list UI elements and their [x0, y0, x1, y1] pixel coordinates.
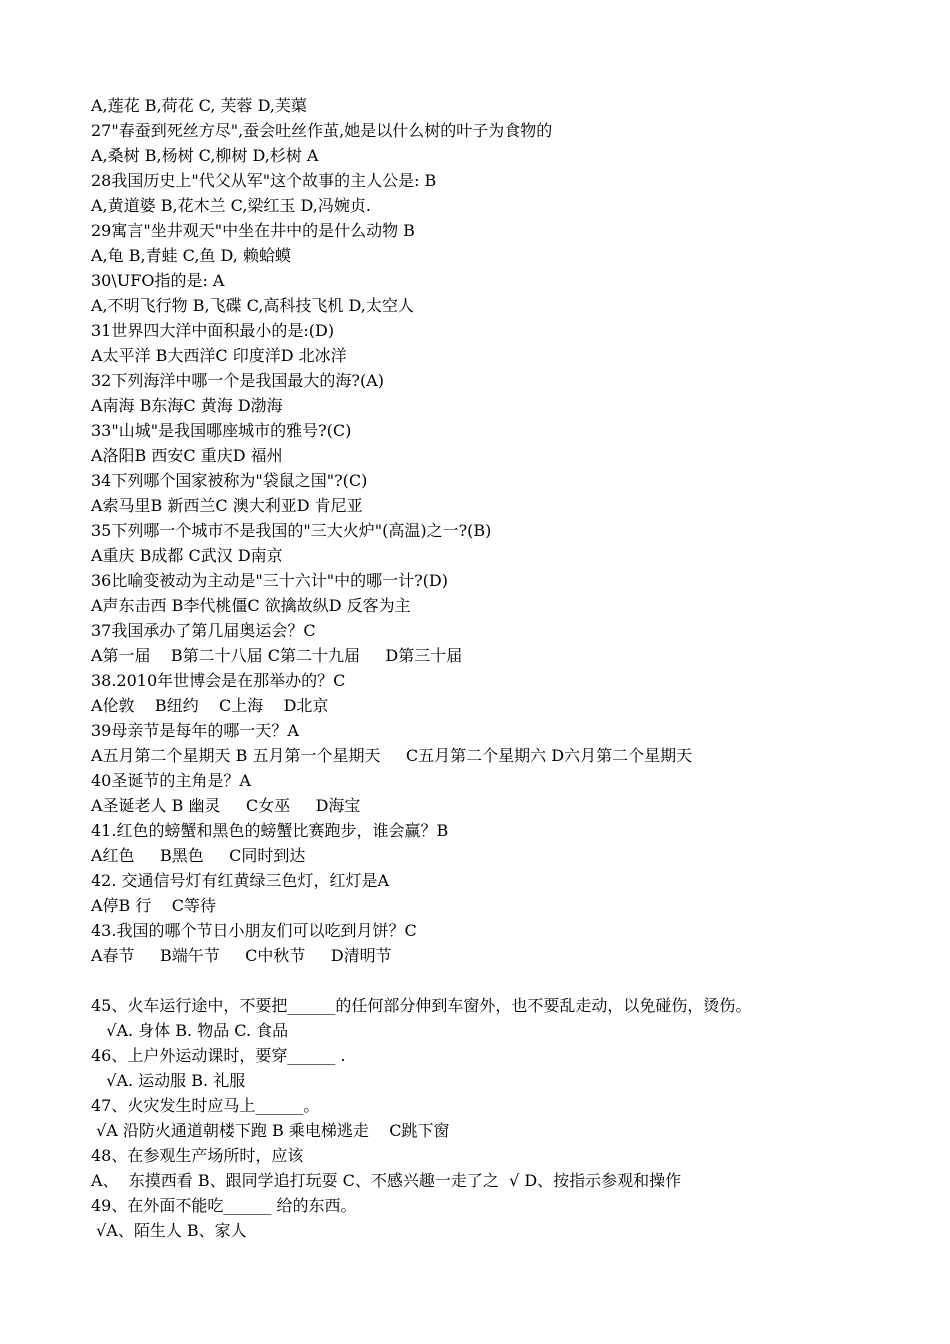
answer-options-line: A,桑树 B,杨树 C,柳树 D,杉树 A — [91, 146, 319, 165]
answer-options-line: A,黄道婆 B,花木兰 C,梁红玉 D,冯婉贞. — [91, 196, 371, 215]
document-body — [91, 93, 921, 1243]
question-line: 40圣诞节的主角是？A — [91, 771, 251, 790]
section-spacer — [91, 968, 921, 993]
answer-options-line: √A 沿防火通道朝楼下跑 B 乘电梯逃走 C跳下窗 — [91, 1121, 450, 1140]
answer-options-line: A,龟 B,青蛙 C,鱼 D, 赖蛤蟆 — [91, 246, 291, 265]
answer-options-line: A、 东摸西看 B、跟同学追打玩耍 C、不感兴趣一走了之 √ D、按指示参观和操作 — [91, 1171, 682, 1190]
question-line: 49、在外面不能吃______ 给的东西。 — [91, 1196, 357, 1215]
question-line: 27"春蚕到死丝方尽",蚕会吐丝作茧,她是以什么树的叶子为食物的 — [91, 121, 553, 140]
answer-options-line: A太平洋 B大西洋C 印度洋D 北冰洋 — [91, 346, 347, 365]
question-line: 37我国承办了第几届奥运会？C — [91, 621, 316, 640]
question-line: 30\UFO指的是: A — [91, 271, 225, 290]
question-line: 41.红色的螃蟹和黑色的螃蟹比赛跑步，谁会赢？B — [91, 821, 449, 840]
question-line: 33"山城"是我国哪座城市的雅号?(C) — [91, 421, 352, 440]
question-line: 43.我国的哪个节日小朋友们可以吃到月饼？C — [91, 921, 417, 940]
question-line: 42. 交通信号灯有红黄绿三色灯，红灯是A — [91, 871, 390, 890]
answer-options-line: A五月第二个星期天 B 五月第一个星期天 C五月第二个星期六 D六月第二个星期天 — [91, 746, 693, 765]
answer-options-line: A重庆 B成都 C武汉 D南京 — [91, 546, 283, 565]
answer-options-line: A洛阳B 西安C 重庆D 福州 — [91, 446, 283, 465]
question-line: 46、上户外运动课时，要穿______ . — [91, 1046, 346, 1065]
question-line: 29寓言"坐井观天"中坐在井中的是什么动物 B — [91, 221, 415, 240]
answer-options-line: A红色 B黑色 C同时到达 — [91, 846, 306, 865]
question-line: 34下列哪个国家被称为"袋鼠之国"?(C) — [91, 471, 368, 490]
question-line: 38.2010年世博会是在那举办的？C — [91, 671, 346, 690]
answer-options-line: A,不明飞行物 B,飞碟 C,高科技飞机 D,太空人 — [91, 296, 414, 315]
answer-options-line: A,莲花 B,荷花 C, 芙蓉 D,芙蕖 — [91, 96, 307, 115]
answer-options-line: A伦敦 B纽约 C上海 D北京 — [91, 696, 329, 715]
answer-options-line: A停B 行 C等待 — [91, 896, 216, 915]
question-line: 39母亲节是每年的哪一天？A — [91, 721, 299, 740]
question-line: 32下列海洋中哪一个是我国最大的海?(A) — [91, 371, 384, 390]
question-line: 35下列哪一个城市不是我国的"三大火炉"(高温)之一?(B) — [91, 521, 492, 540]
question-line: 48、在参观生产场所时，应该 — [91, 1146, 304, 1165]
answer-options-line: √A. 身体 B. 物品 C. 食品 — [91, 1021, 289, 1040]
answer-options-line: √A、陌生人 B、家人 — [91, 1221, 247, 1240]
question-line: 45、火车运行途中，不要把______的任何部分伸到车窗外，也不要乱走动，以免碰伤，烫伤。 — [91, 996, 752, 1015]
question-line: 28我国历史上"代父从军"这个故事的主人公是: B — [91, 171, 437, 190]
answer-options-line: √A. 运动服 B. 礼服 — [91, 1071, 246, 1090]
answer-options-line: A声东击西 B李代桃僵C 欲擒故纵D 反客为主 — [91, 596, 411, 615]
answer-options-line: A圣诞老人 B 幽灵 C女巫 D海宝 — [91, 796, 361, 815]
question-line: 31世界四大洋中面积最小的是:(D) — [91, 321, 335, 340]
answer-options-line: A索马里B 新西兰C 澳大利亚D 肯尼亚 — [91, 496, 363, 515]
question-line: 36比喻变被动为主动是"三十六计"中的哪一计?(D) — [91, 571, 448, 590]
question-line: 47、火灾发生时应马上______。 — [91, 1096, 320, 1115]
answer-options-line: A春节 B端午节 C中秋节 D清明节 — [91, 946, 392, 965]
answer-options-line: A第一届 B第二十八届 C第二十九届 D第三十届 — [91, 646, 463, 665]
answer-options-line: A南海 B东海C 黄海 D渤海 — [91, 396, 283, 415]
